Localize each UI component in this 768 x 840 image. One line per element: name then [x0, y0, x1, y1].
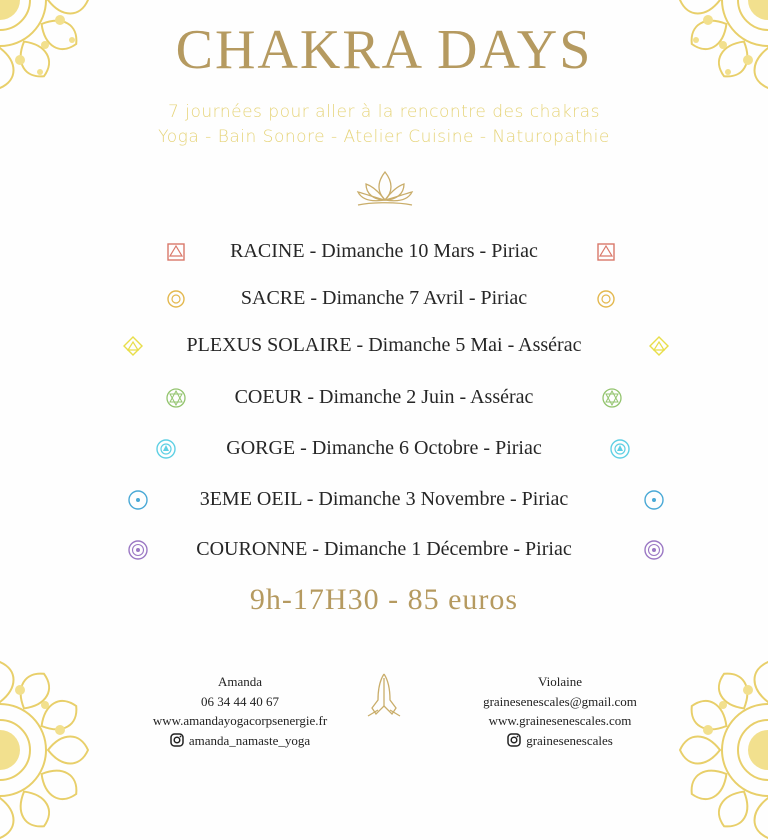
- solar-plexus-chakra-icon: [647, 334, 671, 358]
- lotus-icon: [352, 168, 418, 208]
- subtitle-line-1: 7 journées pour aller à la rencontre des chakras: [168, 102, 600, 122]
- heart-chakra-icon: [600, 386, 624, 410]
- instagram-link[interactable]: [170, 731, 310, 751]
- instagram-handle: grainesenescales: [526, 732, 613, 748]
- third-eye-chakra-icon: [642, 488, 666, 512]
- event-label: COEUR - Dimanche 2 Juin - Assérac: [234, 386, 534, 408]
- contact-name: Violaine: [538, 674, 582, 689]
- crown-chakra-icon: [642, 538, 666, 562]
- event-label: PLEXUS SOLAIRE - Dimanche 5 Mai - Assérac: [186, 334, 582, 356]
- mandala-bottom-right-icon: [678, 660, 768, 840]
- contact-phone[interactable]: 06 34 44 40 67: [201, 693, 279, 709]
- instagram-handle: amanda_namaste_yoga: [188, 732, 311, 748]
- event-label: GORGE - Dimanche 6 Octobre - Piriac: [226, 437, 542, 459]
- schedule-price: 9h-17H30 - 85 euros: [249, 583, 519, 616]
- contact-website[interactable]: www.amandayogacorpsenergie.fr: [152, 713, 328, 728]
- contact-violaine: [440, 672, 680, 753]
- event-row: [0, 330, 768, 364]
- event-row: [0, 236, 768, 270]
- sacral-chakra-icon: [594, 287, 618, 311]
- event-label: RACINE - Dimanche 10 Mars - Piriac: [230, 240, 538, 262]
- event-row: [0, 534, 768, 568]
- contact-website[interactable]: www.grainesenescales.com: [488, 713, 632, 728]
- event-row: [0, 484, 768, 518]
- page-title: CHAKRA DAYS: [175, 19, 593, 81]
- event-row: [0, 283, 768, 317]
- contact-email[interactable]: grainesenescales@gmail.com: [483, 693, 637, 709]
- contact-amanda: [120, 672, 360, 753]
- instagram-icon: [170, 733, 184, 747]
- event-row: [0, 433, 768, 467]
- praying-hands-icon: [366, 670, 402, 718]
- event-label: 3EME OEIL - Dimanche 3 Novembre - Piriac: [199, 488, 569, 510]
- instagram-link[interactable]: [507, 731, 613, 751]
- root-chakra-icon: [594, 240, 618, 264]
- event-label: SACRE - Dimanche 7 Avril - Piriac: [240, 287, 528, 309]
- event-label: COURONNE - Dimanche 1 Décembre - Piriac: [196, 538, 572, 560]
- throat-chakra-icon: [608, 437, 632, 461]
- subtitle-line-2: Yoga - Bain Sonore - Atelier Cuisine - Naturopathie: [158, 127, 610, 147]
- mandala-bottom-left-icon: [0, 660, 90, 840]
- event-row: [0, 382, 768, 416]
- instagram-icon: [507, 733, 521, 747]
- contact-name: Amanda: [217, 674, 263, 689]
